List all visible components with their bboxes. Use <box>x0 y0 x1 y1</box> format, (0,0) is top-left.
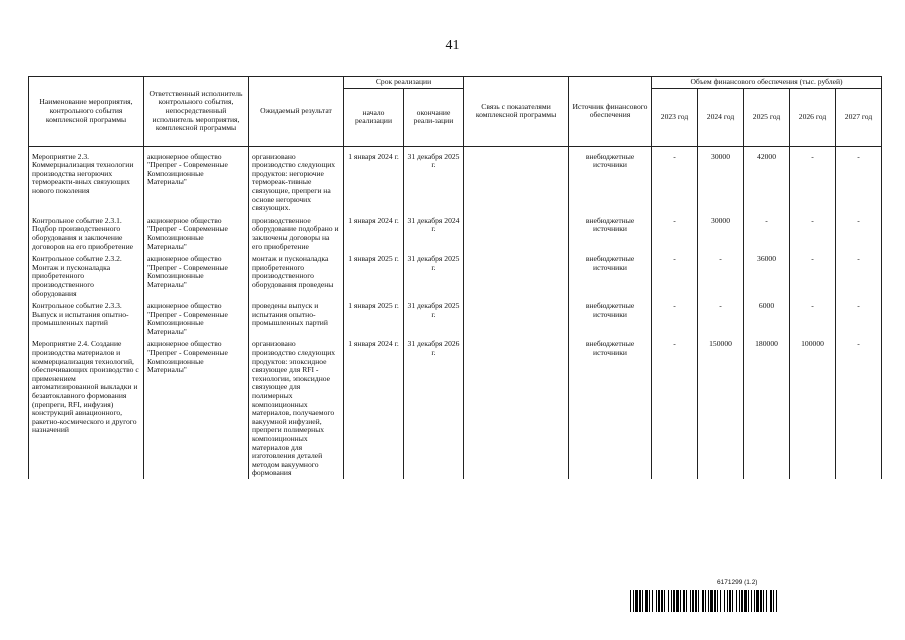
header-year-2023: 2023 год <box>652 88 698 146</box>
row-2027: - <box>836 339 882 479</box>
row-end: 31 декабря 2024 г. <box>404 216 464 252</box>
row-start: 1 января 2025 г. <box>344 301 404 337</box>
header-name: Наименование мероприятия, контрольного события комплексной программы <box>29 77 144 147</box>
row-responsible: акционерное общество "Препрег - Современные Композиционные Материалы" <box>144 146 249 214</box>
row-end: 31 декабря 2025 г. <box>404 301 464 337</box>
row-link <box>464 254 569 299</box>
row-source: внебюджетные источники <box>569 146 652 214</box>
table-row <box>29 216 882 252</box>
row-2024: 30000 <box>698 146 744 214</box>
header-link: Связь с показателями комплексной программы <box>464 77 569 147</box>
row-start: 1 января 2024 г. <box>344 339 404 479</box>
row-source: внебюджетные источники <box>569 254 652 299</box>
row-link <box>464 216 569 252</box>
header-responsible: Ответственный исполнитель контрольного события, непосредственный исполнитель мероприятия, комплексной программы <box>144 77 249 147</box>
table-row <box>29 146 882 214</box>
row-2023: - <box>652 254 698 299</box>
row-link <box>464 339 569 479</box>
row-end: 31 декабря 2025 г. <box>404 146 464 214</box>
row-name: Контрольное событие 2.3.3. Выпуск и испытания опытно-промышленных партий <box>29 301 144 337</box>
row-2024: 30000 <box>698 216 744 252</box>
header-year-2024: 2024 год <box>698 88 744 146</box>
row-2026: - <box>790 254 836 299</box>
row-2024: 150000 <box>698 339 744 479</box>
row-start: 1 января 2025 г. <box>344 254 404 299</box>
row-2023: - <box>652 216 698 252</box>
row-name: Контрольное событие 2.3.1. Подбор производственного оборудования и заключение договоров на его приобретение <box>29 216 144 252</box>
row-source: внебюджетные источники <box>569 339 652 479</box>
header-finance: Объем финансового обеспечения (тыс. рублей) <box>652 77 882 89</box>
row-2023: - <box>652 301 698 337</box>
finance-table <box>28 76 882 479</box>
row-2025: 42000 <box>744 146 790 214</box>
header-period: Срок реализации <box>344 77 464 89</box>
row-2025: 6000 <box>744 301 790 337</box>
header-year-2027: 2027 год <box>836 88 882 146</box>
header-period-end: окончание реали-зации <box>404 88 464 146</box>
row-link <box>464 301 569 337</box>
table-row <box>29 301 882 337</box>
row-result: организовано производство следующих продуктов: эпоксидное связующее для RFI - технологии, эпоксидное связующее для полимерных композиционных материалов, получаемого вакуумной инфузией, препреги полимерных композиционных материалов для изготовления деталей методом вакуумного формования <box>249 339 344 479</box>
table-row <box>29 254 882 299</box>
header-year-2025: 2025 год <box>744 88 790 146</box>
row-result: производственное оборудование подобрано и заключены договоры на его приобретение <box>249 216 344 252</box>
row-2023: - <box>652 146 698 214</box>
row-result: проведены выпуск и испытания опытно-промышленных партий <box>249 301 344 337</box>
row-start: 1 января 2024 г. <box>344 146 404 214</box>
row-2027: - <box>836 146 882 214</box>
header-period-start: начало реализации <box>344 88 404 146</box>
row-2024: - <box>698 254 744 299</box>
row-responsible: акционерное общество "Препрег - Современные Композиционные Материалы" <box>144 254 249 299</box>
row-2026: 100000 <box>790 339 836 479</box>
row-result: организовано производство следующих продуктов: негорючие термореак-тивные связующие, препреги на основе негорючих связующих. <box>249 146 344 214</box>
row-source: внебюджетные источники <box>569 216 652 252</box>
row-name: Контрольное событие 2.3.2. Монтаж и пусконаладка приобретенного производственного оборудования <box>29 254 144 299</box>
row-responsible: акционерное общество "Препрег - Современные Композиционные Материалы" <box>144 339 249 479</box>
row-2025: - <box>744 216 790 252</box>
row-2026: - <box>790 301 836 337</box>
page-number: 41 <box>445 38 460 53</box>
row-2025: 180000 <box>744 339 790 479</box>
row-end: 31 декабря 2025 г. <box>404 254 464 299</box>
row-responsible: акционерное общество "Препрег - Современные Композиционные Материалы" <box>144 216 249 252</box>
row-start: 1 января 2024 г. <box>344 216 404 252</box>
header-source: Источник финансового обеспечения <box>569 77 652 147</box>
row-2027: - <box>836 216 882 252</box>
row-source: внебюджетные источники <box>569 301 652 337</box>
table-body <box>29 146 882 479</box>
row-link <box>464 146 569 214</box>
row-2027: - <box>836 254 882 299</box>
header-year-2026: 2026 год <box>790 88 836 146</box>
barcode-image <box>630 590 873 612</box>
row-name: Мероприятие 2.3. Коммерциализация технологии производства негорючих термореакти-вных связующих нового поколения <box>29 146 144 214</box>
row-2026: - <box>790 216 836 252</box>
row-name: Мероприятие 2.4. Создание производства материалов и коммерциализация технологий, обеспечивающих производство с применением автоматизированной выкладки и безавтоклавного формования (препреги, RFI, инфузия) конструкций авиационного, ракетно-космического и другого назначений <box>29 339 144 479</box>
barcode-bar <box>777 590 778 612</box>
row-2024: - <box>698 301 744 337</box>
row-result: монтаж и пусконаладка приобретенного производственного оборудования проведены <box>249 254 344 299</box>
row-responsible: акционерное общество "Препрег - Современные Композиционные Материалы" <box>144 301 249 337</box>
row-2025: 36000 <box>744 254 790 299</box>
row-2026: - <box>790 146 836 214</box>
barcode-caption: 6171299 (1.2) <box>717 579 758 586</box>
table-row <box>29 339 882 479</box>
row-2027: - <box>836 301 882 337</box>
header-result: Ожидаемый результат <box>249 77 344 147</box>
row-2023: - <box>652 339 698 479</box>
row-end: 31 декабря 2026 г. <box>404 339 464 479</box>
